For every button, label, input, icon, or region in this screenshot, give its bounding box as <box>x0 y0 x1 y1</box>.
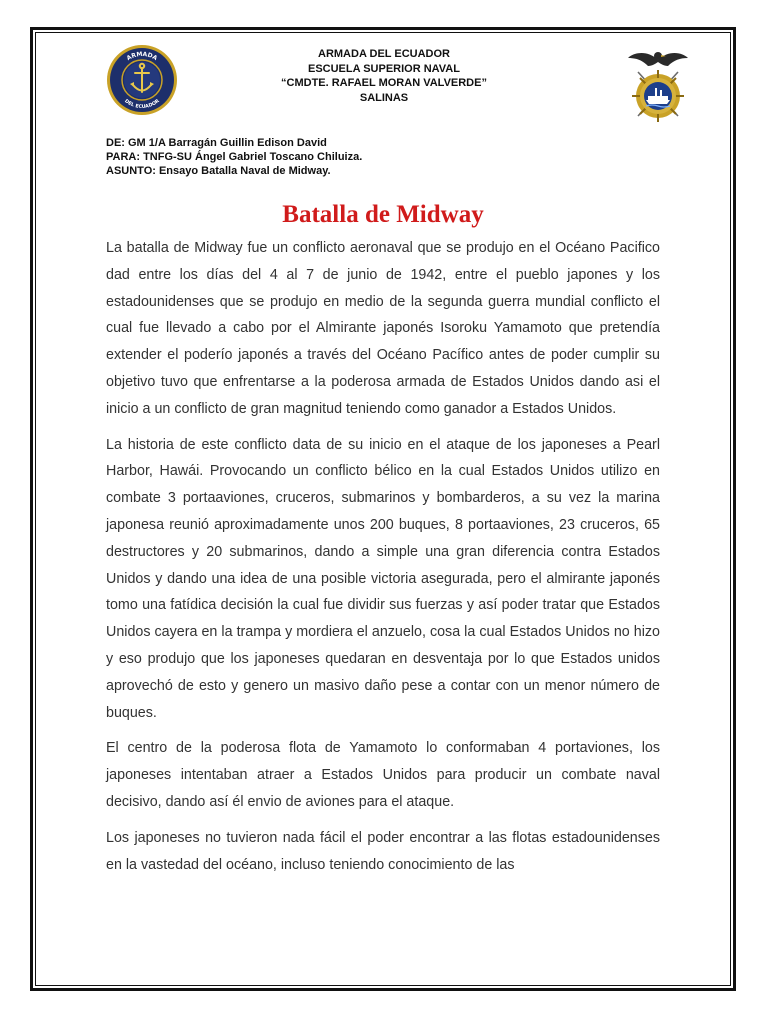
seal-bottom-text: DEL ECUADOR <box>123 98 161 111</box>
memo-subject: ASUNTO: Ensayo Batalla Naval de Midway. <box>106 165 331 177</box>
document-title: Batalla de Midway <box>282 201 484 228</box>
memo-to: PARA: TNFG-SU Ángel Gabriel Toscano Chiluiza. <box>106 151 363 163</box>
paragraph-1: La batalla de Midway fue un conflicto aeronaval que se produjo en el Océano Pacifico dad entre los días del 4 al 7 de junio de 1942, entre el pueblo japones y los estadounidenses que se produjo en medio de la segunda guerra mundial conflicto el cual fue llevado a cabo por el Almirante japonés Isoroku Yamamoto que pretendía extender el poderío japonés a través del Océano Pacífico antes de poder cumplir su objetivo tuvo que enfrentarse a la poderosa armada de Estados Unidos dando asi el inicio a un conflicto de gran magnitud teniendo como ganador a Estados Unidos. <box>106 240 660 417</box>
header-line-escuela: ESCUELA SUPERIOR NAVAL <box>308 62 460 75</box>
essay-body <box>106 235 660 887</box>
armada-ecuador-seal-icon <box>106 44 178 116</box>
memo-from: DE: GM 1/A Barragán Guillin Edison David <box>106 137 327 149</box>
memo-fields <box>106 136 362 178</box>
paragraph-2: La historia de este conflicto data de su inicio en el ataque de los japoneses a Pearl Harbor, Hawái. Provocando un conflicto bélico en la cual Estados Unidos utilizo en combate 3 portaaviones, cruceros, submarinos y bombarderos, a su vez la marina japonesa reunió aproximadamente unos 200 buques, 8 portaaviones, 23 cruceros, 65 destructores y 20 submarinos, dando a simple una gran diferencia contra Estados Unidos y dando una idea de una posible victoria asegurada, pero el almirante japonés tomo una fatídica decisión la cual fue dividir sus fuerzas y así poder tratar que Estados Unidos cayera en la trampa y mordiera el anzuelo, cosa la cual Estados Unidos no hizo y eso produjo que los japoneses quedaran en desventaja por lo que Estados unidos aprovechó de esto y genero un masivo daño pese a contar con un menor número de buques. <box>106 436 660 721</box>
header-line-comandante: “CMDTE. RAFAEL MORAN VALVERDE” <box>281 77 487 89</box>
header-line-salinas: SALINAS <box>359 91 409 104</box>
institution-header <box>200 47 568 105</box>
header-line-armada: ARMADA DEL ECUADOR <box>318 48 450 60</box>
paragraph-4: Los japoneses no tuvieron nada fácil el poder encontrar a las flotas estadounidenses en la vastedad del océano, incluso teniendo conocimiento de las <box>106 829 660 873</box>
seal-top-text: ARMADA <box>125 50 159 63</box>
escuela-naval-emblem-icon <box>622 42 694 128</box>
paragraph-3: El centro de la poderosa flota de Yamamoto lo conformaban 4 portaviones, los japoneses intentaban atraer a Estados Unidos para producir un combate naval decisivo, dando así él envio de aviones para el ataque. <box>106 740 660 810</box>
